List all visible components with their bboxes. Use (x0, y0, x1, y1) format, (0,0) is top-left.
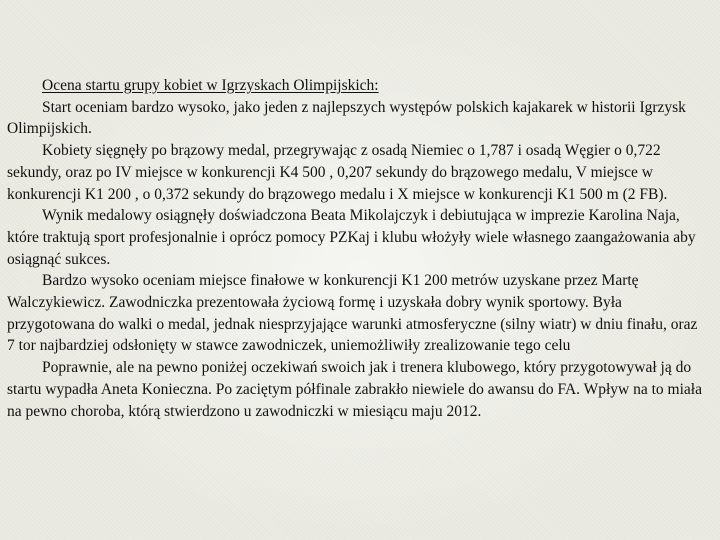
section-heading: Ocena startu grupy kobiet w Igrzyskach Olimpijskich: (42, 77, 379, 94)
paragraph-3: Wynik medalowy osiągnęły doświadczona Beata Mikolajczyk i debiutująca w imprezie Karolina Naja, które traktują sport profesjonalnie i oprócz pomocy PZKaj i klubu włożyły wiele własnego zaangażowania aby osiągnąć sukces. (7, 207, 696, 268)
heading-paragraph (7, 75, 707, 97)
paragraph-4: Bardzo wysoko oceniam miejsce finałowe w konkurencji K1 200 metrów uzyskane przez Martę Walczykiewicz. Zawodniczka prezentowała życiową formę i uzyskała dobry wynik sportowy. Była przygotowana do walki o medal, jednak niesprzyjające warunki atmosferyczne (silny wiatr) w dniu finału, oraz 7 tor najbardziej odsłonięty w stawce zawodniczek, uniemożliwiły zrealizowanie tego celu (7, 272, 698, 355)
paragraph-2: Kobiety sięgnęły po brązowy medal, przegrywając z osadą Niemiec o 1,787 i osadą Węgier o 0,722 sekundy, oraz po IV miejsce w konkurencji K4 500 , 0,207 sekundy do brązowego medalu, V miejsce w konkurencji K1 200 , o 0,372 sekundy do brązowego medalu i X miejsce w konkurencji K1 500 m (2 FB). (7, 142, 668, 203)
text-body (7, 75, 707, 422)
paragraph-5: Poprawnie, ale na pewno poniżej oczekiwań swoich jak i trenera klubowego, który przygotowywał ją do startu wypadła Aneta Konieczna. Po zaciętym półfinale zabrakło niewiele do awansu do FA. Wpływ na to miała na pewno choroba, którą stwierdzono u zawodniczki w miesiącu maju 2012. (7, 359, 702, 420)
paragraph-1: Start oceniam bardzo wysoko, jako jeden z najlepszych występów polskich kajakarek w historii Igrzysk Olimpijskich. (7, 98, 686, 138)
